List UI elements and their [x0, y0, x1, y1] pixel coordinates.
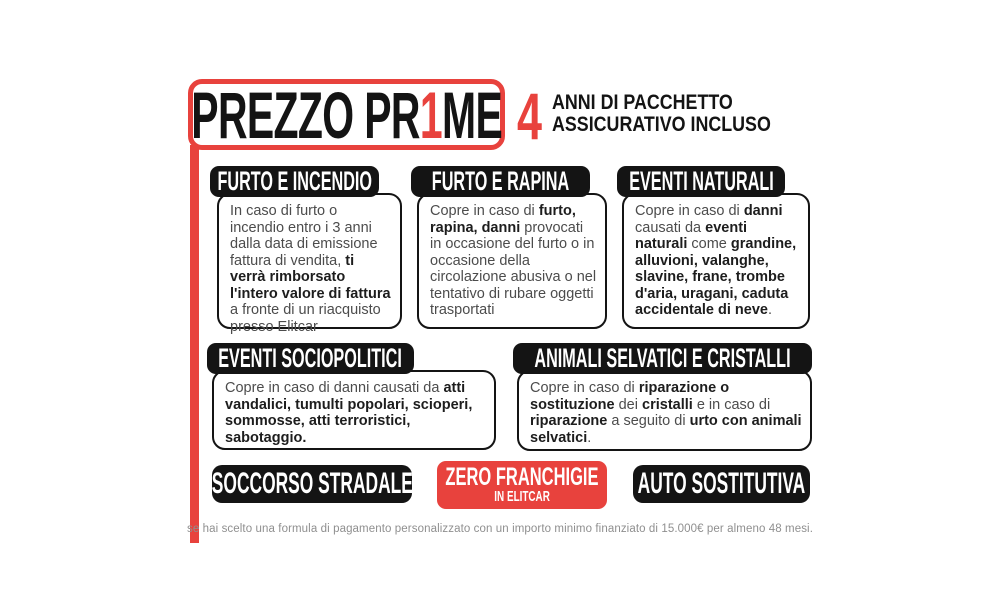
badge-label-line-2: IN ELITCAR [494, 488, 550, 505]
card-body: Copre in caso di furto, rapina, danni provocati in occasione del furto o in occasione della circolazione abusiva o nel tentativo di rubare oggetti trasportati [417, 193, 607, 329]
subtitle-line-1: ANNI DI PACCHETTO [552, 91, 733, 114]
title-box [188, 79, 505, 150]
card-furto-e-incendio [210, 166, 402, 335]
card-title: ANIMALI SELVATICI E CRISTALLI [534, 343, 791, 373]
card-animali-selvatici-e-cristalli [513, 343, 812, 451]
card-title-badge [210, 166, 379, 197]
badge-label: AUTO SOSTITUTIVA [637, 467, 806, 500]
card-title: EVENTI NATURALI [628, 166, 774, 196]
badge-label: SOCCORSO STRADALE [211, 467, 413, 500]
card-furto-e-rapina [411, 166, 607, 329]
years-number: 4 [517, 79, 542, 153]
red-accent-line [190, 145, 199, 543]
card-body: Copre in caso di danni causati da atti vandalici, tumulti popolari, scioperi, sommosse, atti terroristici, sabotaggio. [212, 370, 496, 450]
badge-label-line-1: ZERO FRANCHIGIE [445, 463, 599, 491]
card-body: In caso di furto o incendio entro i 3 anni dalla data di emissione fattura di vendita, ti verrà rimborsato l'intero valore di fattura a fronte di un riacquisto presso Elitcar [217, 193, 402, 329]
footnote: se hai scelto una formula di pagamento personalizzato con un importo minimo finanziato di 15.000€ per almeno 48 mesi. [186, 523, 814, 535]
card-title-badge [617, 166, 785, 197]
title-prefix: PREZZO PR [191, 77, 420, 152]
card-title-badge [513, 343, 812, 374]
title-suffix: ME [441, 77, 502, 152]
badge-auto-sostitutiva [633, 465, 810, 503]
card-title-badge [207, 343, 414, 374]
badge-soccorso-stradale [212, 465, 412, 503]
card-title: FURTO E RAPINA [431, 166, 570, 196]
header-subtitle [552, 92, 771, 136]
card-eventi-sociopolitici [207, 343, 496, 450]
page-title [191, 77, 502, 152]
card-body: Copre in caso di riparazione o sostituzione dei cristalli e in caso di riparazione a seguito di urto con animali selvatici. [517, 370, 812, 451]
card-title: FURTO E INCENDIO [217, 166, 372, 196]
card-title-badge [411, 166, 590, 197]
title-highlight-one: 1 [419, 77, 442, 152]
subtitle-line-2: ASSICURATIVO INCLUSO [552, 113, 771, 136]
card-title: EVENTI SOCIOPOLITICI [218, 343, 403, 373]
card-eventi-naturali [617, 166, 810, 329]
badge-zero-franchigie [437, 461, 607, 509]
card-body: Copre in caso di danni causati da eventi naturali come grandine, alluvioni, valanghe, slavine, frane, trombe d'aria, uragani, caduta accidentale di neve. [622, 193, 810, 329]
